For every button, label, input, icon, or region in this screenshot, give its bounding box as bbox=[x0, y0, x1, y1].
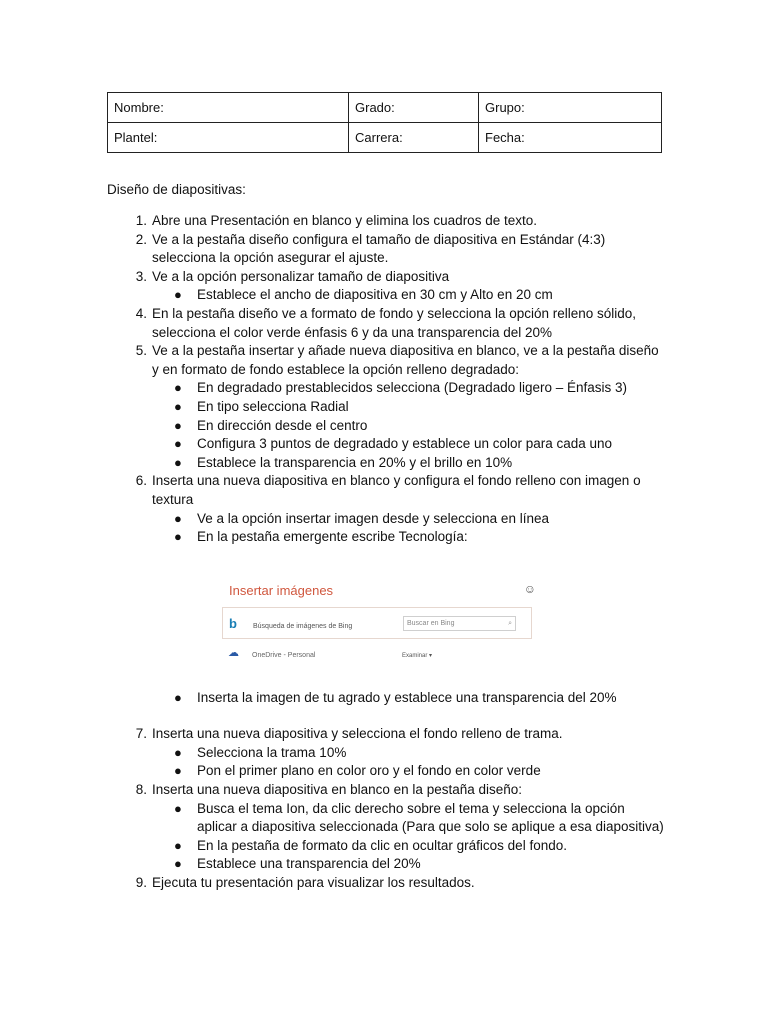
section-title: Diseño de diapositivas: bbox=[107, 182, 246, 197]
step-7: 7. Inserta una nueva diapositiva y selecciona el fondo relleno de trama. bbox=[135, 726, 563, 742]
list-item: ● En la pestaña emergente escribe Tecnología: bbox=[107, 528, 667, 547]
grado-cell: Grado: bbox=[349, 93, 479, 123]
list-item: ● Establece la transparencia en 20% y el brillo en 10% bbox=[107, 454, 667, 473]
bing-search-row bbox=[222, 607, 532, 639]
bing-label: Búsqueda de imágenes de Bing bbox=[253, 622, 353, 630]
list-item: ● Establece el ancho de diapositiva en 30 cm y Alto en 20 cm bbox=[107, 286, 667, 305]
step-2: 2. Ve a la pestaña diseño configura el tamaño de diapositiva en Estándar (4:3) selecciona la opción asegurar el ajuste. bbox=[135, 231, 606, 266]
list-item: ● En dirección desde el centro bbox=[107, 417, 667, 436]
bullet-icon: ● bbox=[174, 800, 182, 816]
bullet-icon: ● bbox=[174, 436, 182, 452]
table-row bbox=[108, 93, 662, 123]
bullet-icon: ● bbox=[174, 454, 182, 470]
onedrive-label: OneDrive - Personal bbox=[252, 651, 316, 659]
bullet-icon: ● bbox=[174, 763, 182, 779]
bullet-icon: ● bbox=[174, 287, 182, 303]
step-4: 4. En la pestaña diseño ve a formato de fondo y selecciona la opción relleno sólido, selecciona el color verde énfasis 6 y da una transparencia del 20% bbox=[135, 305, 637, 340]
table-row bbox=[108, 123, 662, 153]
step-1: 1. Abre una Presentación en blanco y elimina los cuadros de texto. bbox=[135, 213, 537, 228]
step-8: 8. Inserta una nueva diapositiva en blanco en la pestaña diseño: bbox=[135, 782, 523, 798]
step-9: 9. Ejecuta tu presentación para visualizar los resultados. bbox=[135, 875, 475, 891]
list-item: ● En tipo selecciona Radial bbox=[107, 398, 667, 417]
browse-label: Examinar ▾ bbox=[402, 652, 433, 659]
list-item: ● En la pestaña de formato da clic en ocultar gráficos del fondo. bbox=[107, 837, 667, 856]
list-item: ● En degradado prestablecidos selecciona (Degradado ligero – Énfasis 3) bbox=[107, 379, 667, 398]
bullet-icon: ● bbox=[174, 417, 182, 433]
fecha-cell: Fecha: bbox=[479, 123, 662, 153]
bing-icon: b bbox=[229, 615, 237, 631]
bullet-icon: ● bbox=[174, 744, 182, 760]
bullet-icon: ● bbox=[174, 529, 182, 545]
bullet-icon: ● bbox=[174, 380, 182, 396]
list-item: ● Busca el tema Ion, da clic derecho sobre el tema y selecciona la opción aplicar a diapositiva seleccionada (Para que solo se aplique a esa diapositiva) bbox=[174, 800, 664, 835]
plantel-cell: Plantel: bbox=[108, 123, 349, 153]
list-item: ● Selecciona la trama 10% bbox=[107, 744, 667, 763]
dialog-title: Insertar imágenes bbox=[229, 582, 334, 598]
instruction-list bbox=[107, 212, 667, 893]
step-3: 3. Ve a la opción personalizar tamaño de diapositiva bbox=[135, 268, 450, 284]
list-item: ● Configura 3 puntos de degradado y establece un color para cada uno bbox=[107, 435, 667, 454]
student-info-table bbox=[107, 92, 662, 153]
grupo-cell: Grupo: bbox=[479, 93, 662, 123]
insert-images-dialog-image bbox=[222, 571, 540, 667]
nombre-cell: Nombre: bbox=[108, 93, 349, 123]
bullet-icon: ● bbox=[174, 689, 182, 705]
list-item: ● Pon el primer plano en color oro y el fondo en color verde bbox=[107, 762, 667, 781]
bullet-icon: ● bbox=[174, 398, 182, 414]
list-item: ● Establece una transparencia del 20% bbox=[107, 855, 667, 874]
step-5: 5. Ve a la pestaña insertar y añade nueva diapositiva en blanco, ve a la pestaña diseño y en formato de fondo establece la opción relleno degradado: bbox=[135, 343, 659, 377]
search-icon: ⌕ bbox=[508, 619, 512, 627]
smiley-icon: ☺ bbox=[523, 581, 536, 596]
cloud-icon: ☁ bbox=[228, 646, 239, 659]
bing-search-input: Buscar en Bing ⌕ bbox=[403, 616, 516, 631]
bullet-icon: ● bbox=[174, 856, 182, 872]
bullet-icon: ● bbox=[174, 510, 182, 526]
carrera-cell: Carrera: bbox=[349, 123, 479, 153]
step-6: 6. Inserta una nueva diapositiva en blanco y configura el fondo relleno con imagen o textura bbox=[135, 473, 641, 507]
list-item: ● Inserta la imagen de tu agrado y establece una transparencia del 20% bbox=[107, 689, 667, 708]
list-item: ● Ve a la opción insertar imagen desde y selecciona en línea bbox=[107, 510, 667, 529]
onedrive-row bbox=[222, 639, 530, 665]
bullet-icon: ● bbox=[174, 837, 182, 853]
